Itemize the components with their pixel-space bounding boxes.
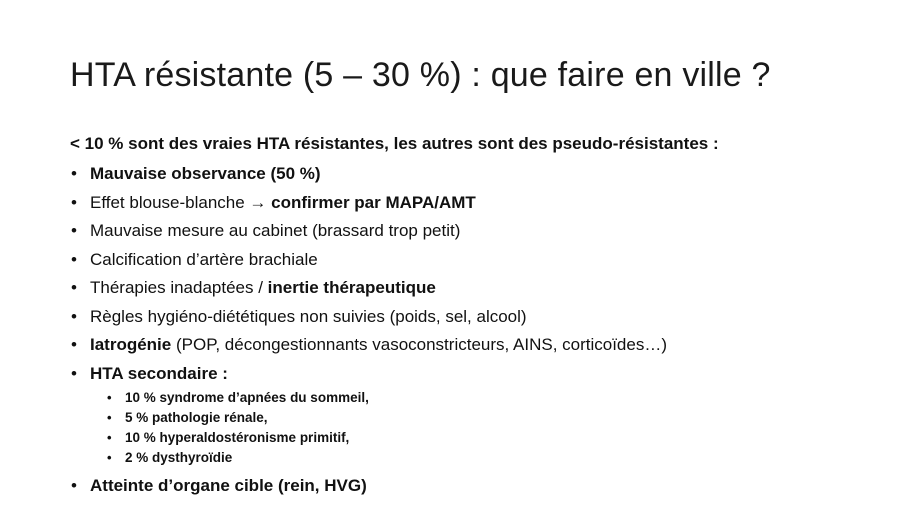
item-text: Mauvaise mesure au cabinet (brassard trop petit) [90,221,461,240]
item-bold: confirmer par MAPA/AMT [266,192,476,212]
list-item [68,189,898,218]
item-bold: inertie thérapeutique [267,278,436,297]
item-bold: Atteinte d’organe cible (rein, HVG) [90,476,367,495]
slide-title: HTA résistante (5 – 30 %) : que faire en ville ? [70,56,771,94]
sub-list [90,388,898,468]
item-text: Règles hygiéno-diététiques non suivies (poids, sel, alcool) [90,306,527,326]
list-item [68,331,898,360]
list-item [68,303,898,332]
item-text: Thérapies inadaptées / [90,278,268,297]
sub-list-item: • 10 % syndrome d’apnées du sommeil, [105,388,898,408]
list-item [68,160,898,189]
bullet-list [68,160,898,501]
sub-list-item: • 10 % hyperaldostéronisme primitif, [105,428,898,448]
list-item [68,217,898,246]
list-item [68,246,898,275]
intro-text: < 10 % sont des vraies HTA résistantes, les autres sont des pseudo-résistantes : [70,134,719,153]
item-bold: HTA secondaire : [90,363,228,383]
sub-list-item: • 2 % dysthyroïdie [105,448,898,468]
slide-body [68,134,898,501]
sub-list-item: • 5 % pathologie rénale, [105,408,898,428]
list-item [68,274,898,303]
item-text: (POP, décongestionnants vasoconstricteurs, AINS, corticoïdes…) [171,335,668,354]
list-item [68,360,898,469]
item-text: Effet blouse-blanche [90,192,250,212]
arrow-right-icon: → [249,192,267,212]
list-item [68,472,898,501]
item-text: Calcification d’artère brachiale [90,249,318,269]
item-bold: Mauvaise observance (50 %) [90,164,321,183]
item-bold: Iatrogénie [90,335,172,354]
